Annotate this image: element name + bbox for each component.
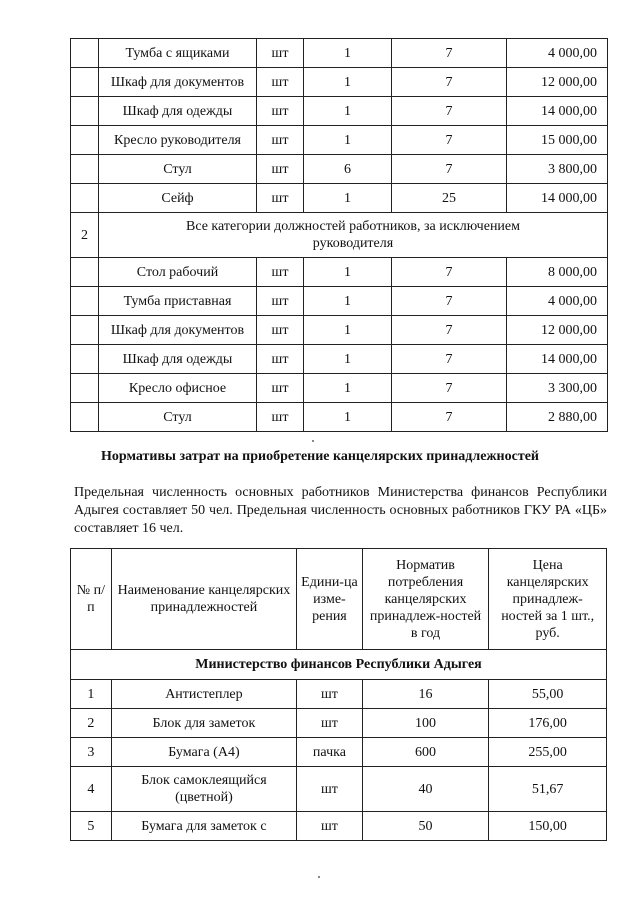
item-quantity: 1 xyxy=(304,97,392,126)
item-price: 3 300,00 xyxy=(507,374,608,403)
stationery-table xyxy=(70,548,607,841)
furniture-table-body xyxy=(71,39,608,432)
item-unit: шт xyxy=(257,403,304,432)
item-price: 12 000,00 xyxy=(507,68,608,97)
item-unit: шт xyxy=(257,374,304,403)
item-unit: шт xyxy=(257,97,304,126)
row-num xyxy=(71,403,99,432)
item-quantity: 6 xyxy=(304,155,392,184)
item-service-years: 7 xyxy=(392,39,507,68)
table-row xyxy=(71,403,608,432)
row-num: 1 xyxy=(71,680,112,709)
item-service-years: 25 xyxy=(392,184,507,213)
item-name: Тумба с ящиками xyxy=(99,39,257,68)
item-norm: 600 xyxy=(362,738,489,767)
table-row xyxy=(71,812,607,841)
col-header-price: Цена канцелярских принадлеж-ностей за 1 шт., руб. xyxy=(489,549,607,650)
item-service-years: 7 xyxy=(392,97,507,126)
row-num xyxy=(71,345,99,374)
item-quantity: 1 xyxy=(304,316,392,345)
item-norm: 40 xyxy=(362,767,489,812)
table-row xyxy=(71,68,608,97)
row-num xyxy=(71,287,99,316)
item-name: Шкаф для одежды xyxy=(99,97,257,126)
col-header-norm: Норматив потребления канцелярских принадлеж-ностей в год xyxy=(362,549,489,650)
item-price: 3 800,00 xyxy=(507,155,608,184)
table-row xyxy=(71,155,608,184)
col-header-name: Наименование канцелярских принадлежностей xyxy=(111,549,296,650)
row-num xyxy=(71,155,99,184)
item-service-years: 7 xyxy=(392,345,507,374)
stationery-heading: Нормативы затрат на приобретение канцелярских принадлежностей xyxy=(101,449,539,464)
item-unit: шт xyxy=(297,709,363,738)
item-name: Блок для заметок xyxy=(111,709,296,738)
item-quantity: 1 xyxy=(304,258,392,287)
row-num xyxy=(71,39,99,68)
item-quantity: 1 xyxy=(304,287,392,316)
row-num xyxy=(71,316,99,345)
item-price: 14 000,00 xyxy=(507,97,608,126)
item-name: Кресло руководителя xyxy=(99,126,257,155)
table-row xyxy=(71,97,608,126)
item-name: Стол рабочий xyxy=(99,258,257,287)
item-unit: шт xyxy=(257,126,304,155)
item-unit: пачка xyxy=(297,738,363,767)
item-service-years: 7 xyxy=(392,287,507,316)
item-price: 51,67 xyxy=(489,767,607,812)
item-name: Бумага для заметок с xyxy=(111,812,296,841)
table-row xyxy=(71,184,608,213)
table-row xyxy=(71,39,608,68)
item-price: 14 000,00 xyxy=(507,345,608,374)
table-row xyxy=(71,374,608,403)
table-row xyxy=(71,316,608,345)
item-name: Блок самоклеящийся (цветной) xyxy=(111,767,296,812)
item-norm: 16 xyxy=(362,680,489,709)
item-price: 4 000,00 xyxy=(507,287,608,316)
item-unit: шт xyxy=(257,258,304,287)
item-quantity: 1 xyxy=(304,184,392,213)
row-num xyxy=(71,126,99,155)
item-service-years: 7 xyxy=(392,403,507,432)
table-row xyxy=(71,738,607,767)
row-num: 4 xyxy=(71,767,112,812)
col-header-num: № п/п xyxy=(71,549,112,650)
item-unit: шт xyxy=(297,680,363,709)
item-name: Шкаф для одежды xyxy=(99,345,257,374)
item-service-years: 7 xyxy=(392,258,507,287)
table-row xyxy=(71,345,608,374)
item-name: Тумба приставная xyxy=(99,287,257,316)
item-name: Сейф xyxy=(99,184,257,213)
item-price: 4 000,00 xyxy=(507,39,608,68)
item-price: 255,00 xyxy=(489,738,607,767)
item-name: Стул xyxy=(99,155,257,184)
section-row xyxy=(71,650,607,680)
table-row xyxy=(71,258,608,287)
item-price: 8 000,00 xyxy=(507,258,608,287)
table-row xyxy=(71,680,607,709)
item-unit: шт xyxy=(257,39,304,68)
headcount-paragraph: Предельная численность основных работников Министерства финансов Республики Адыгея составляет 50 чел. Предельная численность основных работников ГКУ РА «ЦБ» составляет 16 чел. xyxy=(74,485,607,536)
item-unit: шт xyxy=(297,812,363,841)
item-unit: шт xyxy=(257,184,304,213)
col-header-unit: Едини-ца изме-рения xyxy=(297,549,363,650)
item-quantity: 1 xyxy=(304,374,392,403)
row-num xyxy=(71,97,99,126)
item-unit: шт xyxy=(257,287,304,316)
category-row xyxy=(71,213,608,258)
item-price: 2 880,00 xyxy=(507,403,608,432)
row-num xyxy=(71,374,99,403)
table-row xyxy=(71,767,607,812)
scan-speck xyxy=(318,876,320,878)
item-name: Шкаф для документов xyxy=(99,68,257,97)
item-price: 176,00 xyxy=(489,709,607,738)
table-row xyxy=(71,126,608,155)
item-unit: шт xyxy=(297,767,363,812)
category-title: Все категории должностей работников, за исключением руководителя xyxy=(99,213,608,258)
item-unit: шт xyxy=(257,345,304,374)
item-name: Бумага (А4) xyxy=(111,738,296,767)
item-price: 12 000,00 xyxy=(507,316,608,345)
row-num xyxy=(71,258,99,287)
item-name: Шкаф для документов xyxy=(99,316,257,345)
item-name: Стул xyxy=(99,403,257,432)
table-header-row xyxy=(71,549,607,650)
stationery-table-body xyxy=(71,680,607,841)
item-unit: шт xyxy=(257,316,304,345)
item-quantity: 1 xyxy=(304,403,392,432)
item-service-years: 7 xyxy=(392,68,507,97)
item-name: Антистеплер xyxy=(111,680,296,709)
item-quantity: 1 xyxy=(304,345,392,374)
item-unit: шт xyxy=(257,68,304,97)
scan-speck xyxy=(312,440,314,442)
item-service-years: 7 xyxy=(392,374,507,403)
item-norm: 100 xyxy=(362,709,489,738)
item-service-years: 7 xyxy=(392,155,507,184)
category-num: 2 xyxy=(71,213,99,258)
section-title: Министерство финансов Республики Адыгея xyxy=(71,650,607,680)
furniture-table xyxy=(70,38,608,432)
table-row xyxy=(71,287,608,316)
item-name: Кресло офисное xyxy=(99,374,257,403)
row-num: 3 xyxy=(71,738,112,767)
item-price: 55,00 xyxy=(489,680,607,709)
item-quantity: 1 xyxy=(304,126,392,155)
row-num: 5 xyxy=(71,812,112,841)
item-service-years: 7 xyxy=(392,126,507,155)
item-quantity: 1 xyxy=(304,68,392,97)
row-num xyxy=(71,68,99,97)
item-unit: шт xyxy=(257,155,304,184)
item-norm: 50 xyxy=(362,812,489,841)
item-service-years: 7 xyxy=(392,316,507,345)
item-price: 150,00 xyxy=(489,812,607,841)
table-row xyxy=(71,709,607,738)
row-num: 2 xyxy=(71,709,112,738)
item-price: 15 000,00 xyxy=(507,126,608,155)
item-price: 14 000,00 xyxy=(507,184,608,213)
item-quantity: 1 xyxy=(304,39,392,68)
row-num xyxy=(71,184,99,213)
